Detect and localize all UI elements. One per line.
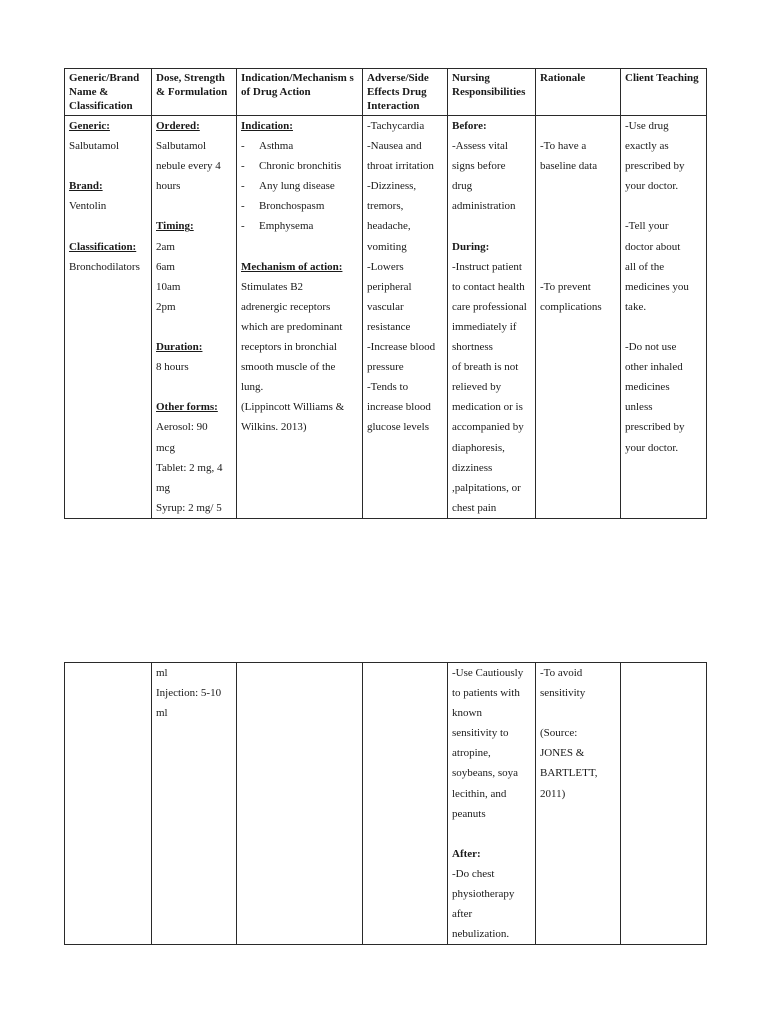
mechanism-line: which are predominant [241, 320, 343, 333]
teaching-line: exactly as [625, 140, 669, 153]
indication-item: - Chronic bronchitis [241, 156, 358, 176]
adverse-line: -Nausea and [367, 140, 422, 153]
during-line: soybeans, soya [452, 767, 518, 780]
during-line: relieved by [452, 381, 502, 394]
rationale-line: -To prevent [540, 280, 591, 293]
adverse-line: -Tends to [367, 381, 409, 394]
adverse-line: vomiting [367, 240, 407, 253]
teaching-line: take. [625, 300, 647, 313]
source-line: BARTLETT, [540, 767, 598, 780]
nursing-responsibilities-cell [448, 663, 536, 945]
teaching-line: unless [625, 401, 653, 414]
adverse-line: vascular [367, 300, 404, 313]
during-line: medication or is [452, 401, 523, 414]
adverse-line: -Dizziness, [367, 180, 417, 193]
teaching-line: -Tell your [625, 220, 669, 233]
other-forms-line: mg [156, 481, 171, 494]
generic-value: Salbutamol [69, 140, 120, 153]
adverse-line: tremors, [367, 200, 404, 213]
during-line: dizziness [452, 461, 493, 474]
before-line: -Assess vital [452, 140, 508, 153]
other-forms-line: Injection: 5-10 [156, 687, 222, 700]
drug-study-table-continued [64, 662, 707, 945]
client-teaching-cell [621, 663, 707, 945]
during-label: During: [452, 240, 490, 253]
other-forms-line: Tablet: 2 mg, 4 [156, 461, 223, 474]
teaching-line: prescribed by [625, 160, 685, 173]
teaching-line: your doctor. [625, 441, 679, 454]
during-line: to patients with [452, 687, 520, 700]
teaching-line: medicines you [625, 280, 689, 293]
during-line: sensitivity to [452, 727, 509, 740]
adverse-effects-cell [363, 663, 448, 945]
ordered-line: hours [156, 180, 181, 193]
during-line: lecithin, and [452, 787, 507, 800]
indication-cell [237, 663, 363, 945]
brand-label: Brand: [69, 180, 103, 193]
mechanism-line: Stimulates B2 [241, 280, 304, 293]
teaching-line: other inhaled [625, 361, 683, 374]
before-line: drug [452, 180, 473, 193]
during-line: shortness [452, 341, 493, 354]
timing-label: Timing: [156, 220, 194, 233]
adverse-line: -Lowers [367, 260, 404, 273]
nursing-responsibilities-cell [448, 116, 536, 519]
teaching-line: all of the [625, 260, 665, 273]
adverse-line: pressure [367, 361, 404, 374]
after-line: physiotherapy [452, 888, 515, 901]
rationale-line: sensitivity [540, 687, 586, 700]
before-line: administration [452, 200, 516, 213]
source-line: Wilkins. 2013) [241, 421, 307, 434]
during-line: diaphoresis, [452, 441, 505, 454]
adverse-line: glucose levels [367, 421, 430, 434]
timing-value: 2am [156, 240, 175, 253]
adverse-line: peripheral [367, 280, 412, 293]
teaching-line: medicines [625, 381, 670, 394]
during-line: -Use Cautiously [452, 667, 524, 679]
classification-value: Bronchodilators [69, 260, 140, 273]
adverse-line: headache, [367, 220, 411, 233]
drug-name-cell [65, 663, 152, 945]
mechanism-label: Mechanism of action: [241, 260, 343, 273]
rationale-cell [536, 116, 621, 519]
timing-value: 10am [156, 280, 181, 293]
ordered-line: Salbutamol [156, 140, 207, 153]
indication-item: - Any lung disease [241, 176, 358, 196]
indication-item: - Asthma [241, 136, 358, 156]
dose-cell [152, 663, 237, 945]
other-forms-line: mcg [156, 441, 175, 454]
rationale-line: baseline data [540, 160, 598, 173]
indication-label: Indication: [241, 120, 293, 132]
client-teaching-cell [621, 116, 707, 519]
adverse-line: resistance [367, 320, 411, 333]
mechanism-line: adrenergic receptors [241, 300, 331, 313]
mechanism-line: receptors in bronchial [241, 341, 337, 354]
source-line: 2011) [540, 787, 566, 800]
after-label: After: [452, 847, 481, 860]
adverse-line: -Tachycardia [367, 120, 425, 132]
header-cell: Adverse/Side Effects Drug Interaction [363, 69, 448, 116]
duration-label: Duration: [156, 341, 203, 354]
generic-label: Generic: [69, 120, 110, 132]
rationale-cell [536, 663, 621, 945]
teaching-line: -Use drug [625, 120, 669, 132]
teaching-line: prescribed by [625, 421, 685, 434]
header-cell: Indication/Mechanism s of Drug Action [237, 69, 363, 116]
before-line: signs before [452, 160, 506, 173]
timing-value: 6am [156, 260, 175, 273]
brand-value: Ventolin [69, 200, 107, 213]
during-line: of breath is not [452, 361, 519, 374]
table-row [65, 663, 707, 945]
rationale-line: -To avoid [540, 667, 583, 679]
mechanism-line: lung. [241, 381, 264, 394]
during-line: ,palpitations, or [452, 481, 521, 494]
during-line: accompanied by [452, 421, 524, 434]
drug-name-cell [65, 116, 152, 519]
mechanism-line: smooth muscle of the [241, 361, 336, 374]
after-line: nebulization. [452, 928, 510, 941]
indication-item: - Bronchospasm [241, 196, 358, 216]
during-line: immediately if [452, 320, 517, 333]
adverse-line: throat irritation [367, 160, 434, 173]
header-cell: Rationale [536, 69, 621, 116]
header-cell: Generic/Brand Name & Classification [65, 69, 152, 116]
before-label: Before: [452, 120, 487, 132]
adverse-line: -Increase blood [367, 341, 436, 354]
after-line: -Do chest [452, 867, 495, 880]
during-line: chest pain [452, 501, 497, 514]
other-forms-line: Aerosol: 90 [156, 421, 208, 434]
duration-value: 8 hours [156, 361, 189, 374]
other-forms-line: Syrup: 2 mg/ 5 [156, 501, 222, 514]
source-line: (Lippincott Williams & [241, 401, 345, 414]
during-line: known [452, 707, 482, 720]
ordered-label: Ordered: [156, 120, 200, 132]
source-line: (Source: [540, 727, 578, 740]
during-line: -Instruct patient [452, 260, 522, 273]
rationale-line: -To have a [540, 140, 587, 153]
teaching-line: -Do not use [625, 341, 677, 354]
header-row [65, 69, 707, 116]
timing-value: 2pm [156, 300, 176, 313]
header-cell: Dose, Strength & Formulation [152, 69, 237, 116]
adverse-line: increase blood [367, 401, 431, 414]
table-row [65, 116, 707, 519]
dose-cell [152, 116, 237, 519]
classification-label: Classification: [69, 240, 137, 253]
adverse-effects-cell [363, 116, 448, 519]
rationale-line: complications [540, 300, 602, 313]
after-line: after [452, 908, 473, 921]
other-forms-line: ml [156, 667, 168, 679]
source-line: JONES & [540, 747, 585, 760]
drug-study-table [64, 68, 707, 519]
during-line: care professional [452, 300, 527, 313]
indication-cell [237, 116, 363, 519]
indication-item: - Emphysema [241, 216, 358, 236]
teaching-line: your doctor. [625, 180, 679, 193]
other-forms-line: ml [156, 707, 168, 720]
header-cell: Client Teaching [621, 69, 707, 116]
during-line: atropine, [452, 747, 491, 760]
during-line: to contact health [452, 280, 525, 293]
during-line: peanuts [452, 807, 486, 820]
teaching-line: doctor about [625, 240, 681, 253]
header-cell: Nursing Responsibilities [448, 69, 536, 116]
other-forms-label: Other forms: [156, 401, 218, 414]
ordered-line: nebule every 4 [156, 160, 221, 173]
